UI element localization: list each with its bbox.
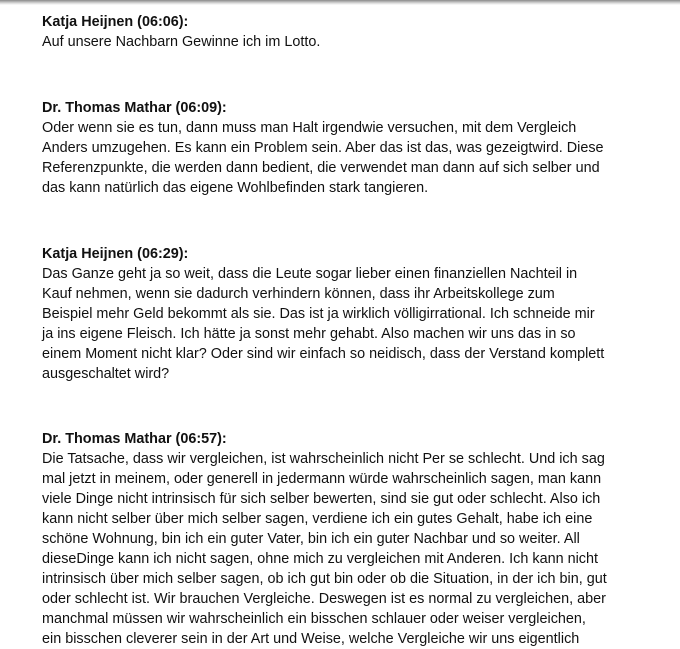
text-line: mal jetzt in meinem, oder generell in jedermann würde wahrscheinlich sagen, man kann — [42, 471, 602, 487]
transcript-entry — [42, 244, 604, 384]
text-line: Die Tatsache, dass wir vergleichen, ist wahrscheinlich nicht Per se schlecht. Und ich sag — [42, 451, 605, 467]
text-line: ja ins eigene Fleisch. Ich hätte ja sonst mehr gehabt. Also machen wir uns das in so — [42, 326, 576, 342]
text-line: Oder wenn sie es tun, dann muss man Halt irgendwie versuchen, mit dem Vergleich — [42, 120, 577, 136]
text-line: Kauf nehmen, wenn sie dadurch verhindern können, dass ihr Arbeitskollege zum — [42, 286, 555, 302]
text-line: Anders umzugehen. Es kann ein Problem sein. Aber das ist das, was gezeigtwird. Diese — [42, 140, 604, 156]
text-line: Beispiel mehr Geld bekommt als sie. Das ist ja wirklich völligirrational. Ich schneide mir — [42, 306, 595, 322]
speaker-label: Dr. Thomas Mathar (06:09): — [42, 100, 227, 116]
speaker-label: Katja Heijnen (06:29): — [42, 246, 189, 262]
text-line: einem Moment nicht klar? Oder sind wir einfach so neidisch, dass der Verstand komplett — [42, 346, 605, 362]
text-line: das kann natürlich das eigene Wohlbefinden stark tangieren. — [42, 180, 429, 196]
page-top-shadow — [0, 0, 680, 5]
speaker-label: Katja Heijnen (06:06): — [42, 14, 189, 30]
text-line: manchmal müssen wir wahrscheinlich ein bisschen schlauer oder weiser vergleichen, — [42, 611, 586, 627]
text-line: dieseDinge kann ich nicht sagen, ohne mich zu vergleichen mit Anderen. Ich kann nicht — [42, 551, 598, 567]
transcript-entry — [42, 12, 320, 52]
text-line: Auf unsere Nachbarn Gewinne ich im Lotto. — [42, 34, 321, 50]
transcript-entry — [42, 429, 607, 649]
text-line: schöne Wohnung, bin ich ein guter Vater, bin ich ein guter Nachbar und so weiter. All — [42, 531, 580, 547]
text-line: viele Dinge nicht intrinsisch für sich selber bewerten, sind sie gut oder schlecht. Also ich — [42, 491, 601, 507]
transcript-entry — [42, 98, 604, 198]
text-line: ein bisschen cleverer sein in der Art und Weise, welche Vergleiche wir uns eigentlich — [42, 631, 580, 647]
text-line: intrinsisch über mich selber sagen, ob ich gut bin oder ob die Situation, in der ich bin, gut — [42, 571, 607, 587]
text-line: Referenzpunkte, die werden dann bedient, die verwendet man dann auf sich selber und — [42, 160, 600, 176]
text-line: kann nicht selber über mich selber sagen, verdiene ich ein gutes Gehalt, habe ich eine — [42, 511, 593, 527]
text-line: ausgeschaltet wird? — [42, 366, 170, 382]
speaker-label: Dr. Thomas Mathar (06:57): — [42, 431, 227, 447]
text-line: oder schlecht ist. Wir brauchen Vergleiche. Deswegen ist es normal zu vergleichen, aber — [42, 591, 606, 607]
text-line: Das Ganze geht ja so weit, dass die Leute sogar lieber einen finanziellen Nachteil in — [42, 266, 578, 282]
